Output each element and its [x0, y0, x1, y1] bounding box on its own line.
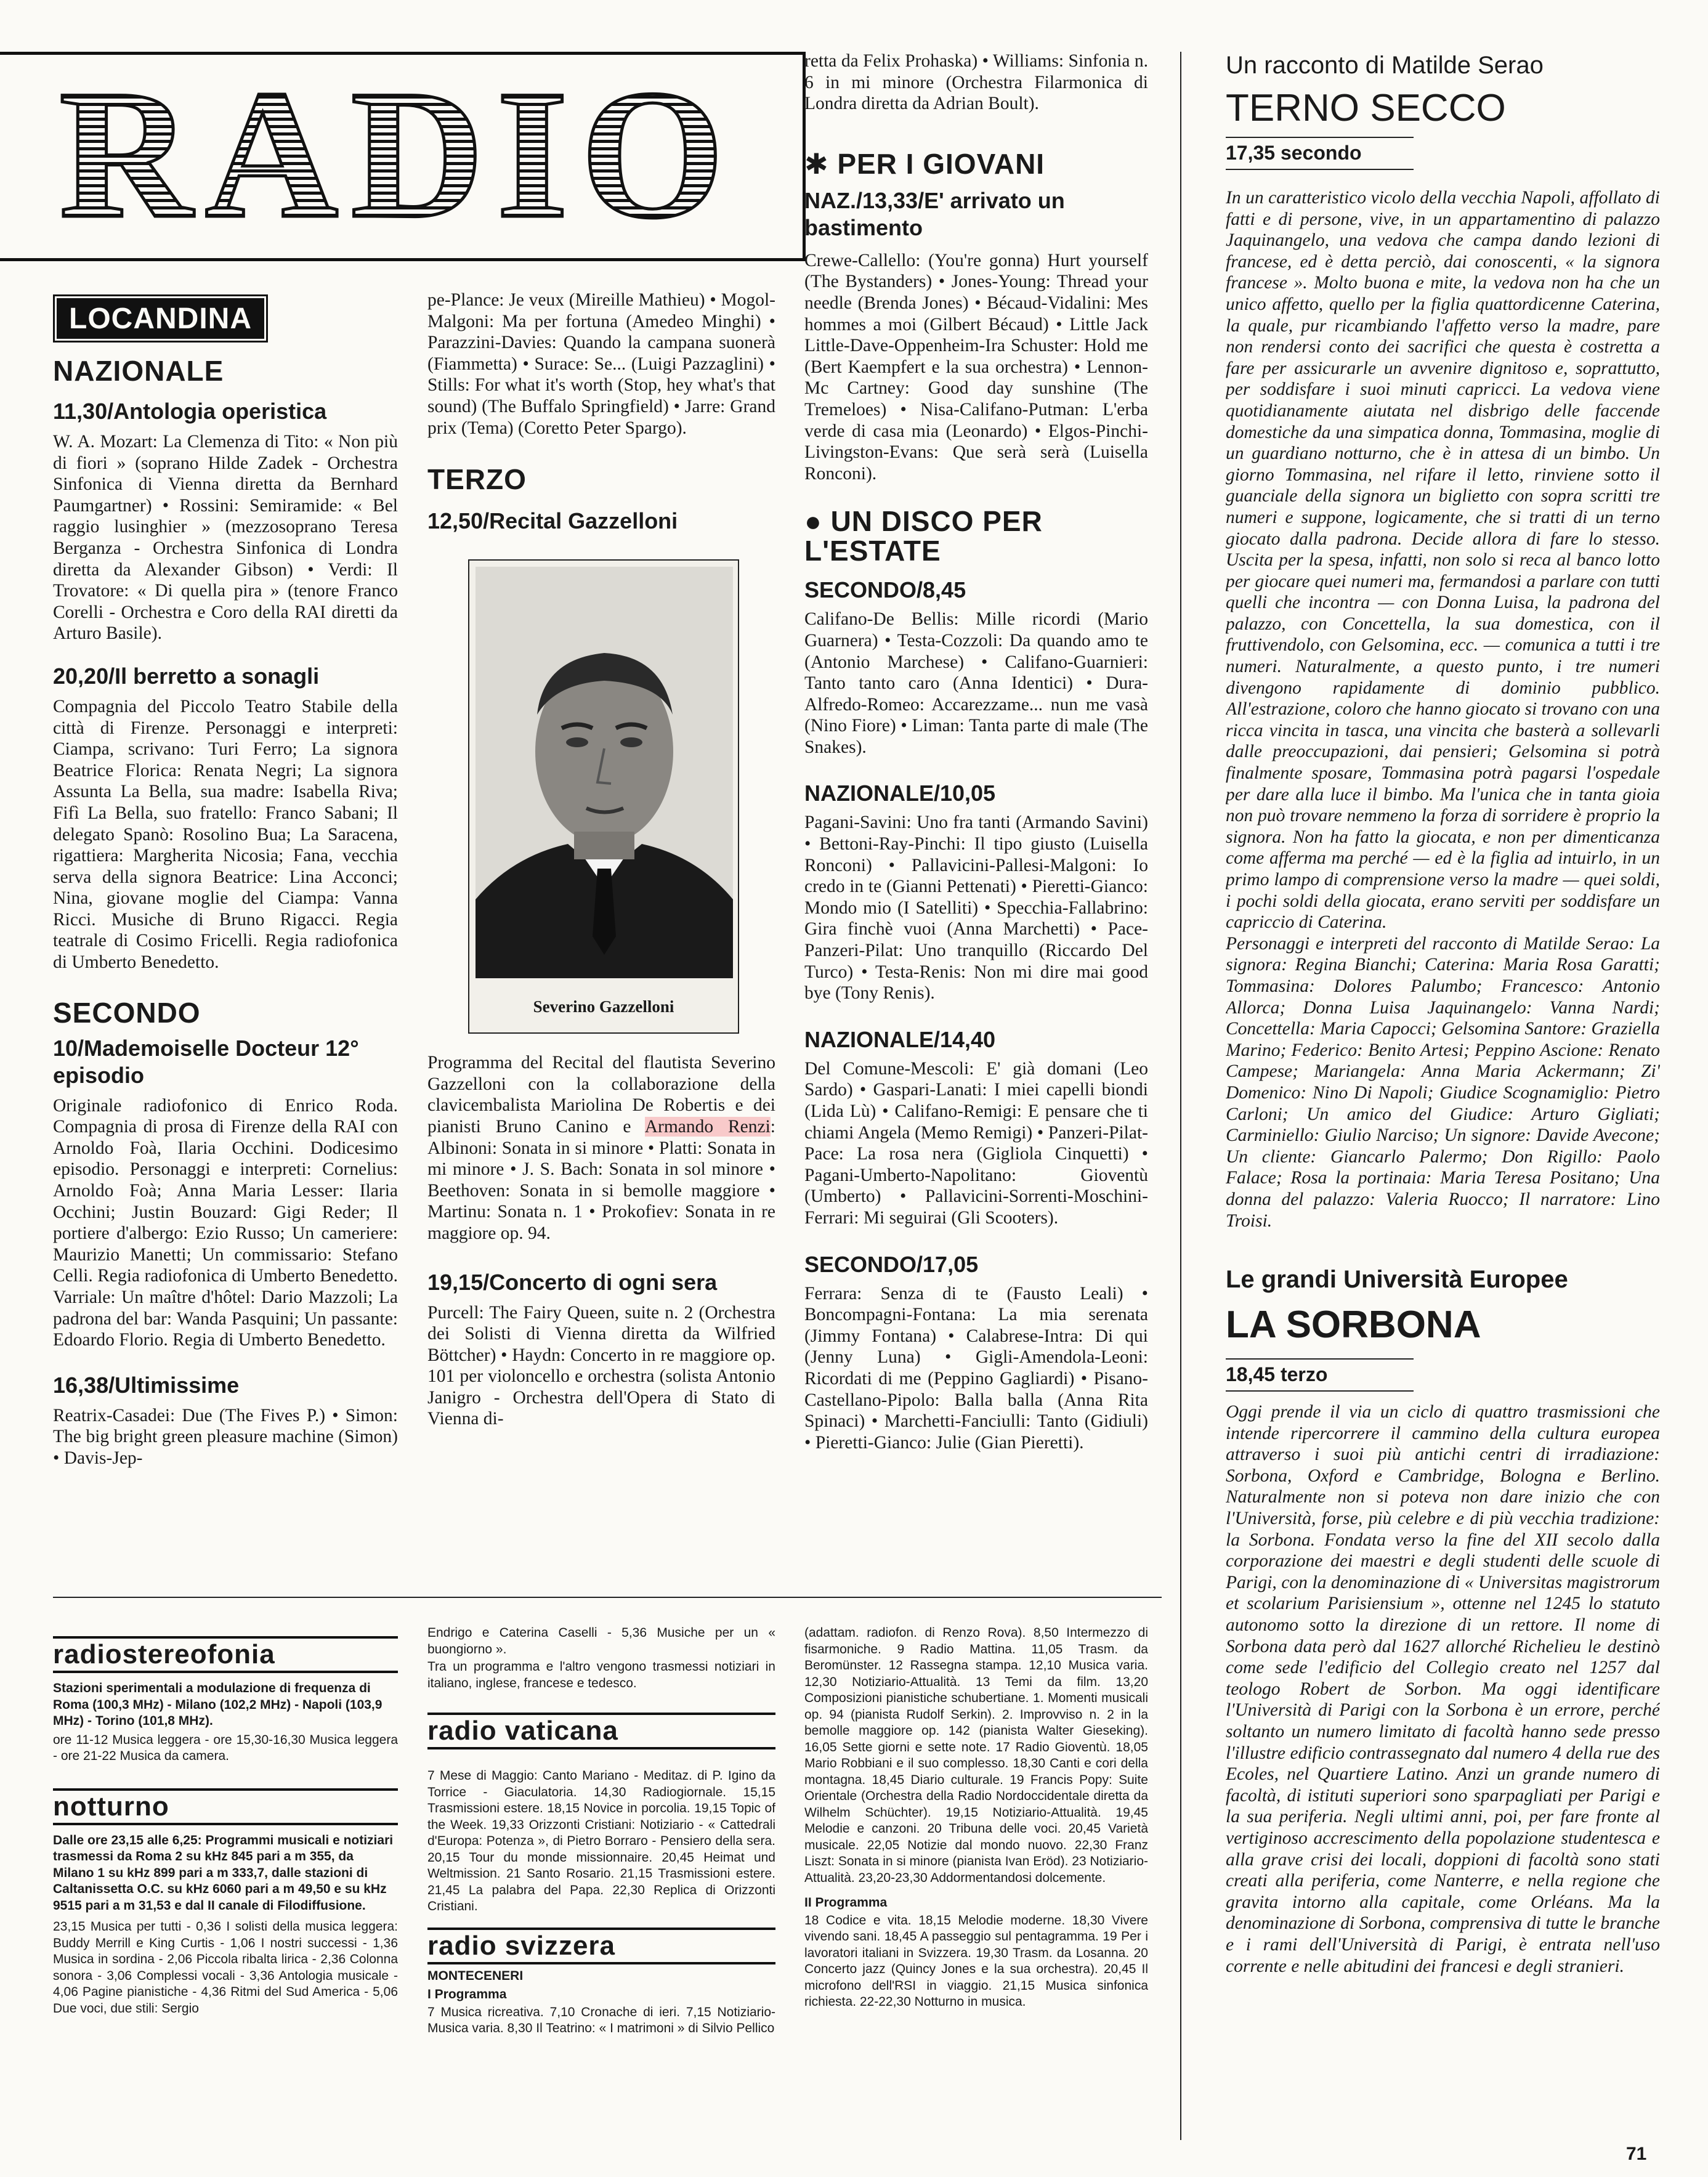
bottom-column-3: [804, 1625, 1148, 2143]
program-title: 20,20/Il berretto a sonagli: [53, 663, 320, 689]
serao-cast: Personaggi e interpreti del racconto di Matilde Serao: La signora: Regina Bianchi; Caterina: Maria Rosa Garatti; Tommasina: Dolores Palumbo; Francesco: Antonio Allorca; Donna Luisa Jaquinangelo: Vanna Nardi; Concettella: Maria Capocci; Gelsomina Santore: Graziella Marino; Federico: Benito Artesi; Peppino Ascione: Renato Campese; Mariangela: Anna Maria Ackermann; Zi' Domenico: Nino Di Napoli; Giudice Scognamiglio: Pietro Carloni; Un amico del Giudice: Arturo Gigliati; Carminiello: Giulio Narciso; Un signore: Davide Avecone; Un cliente: Giancarlo Palermo; Don Rigillo: Paolo Falace; Rosa la portinaia: Maria Teresa Positano; Una donna del palazzo: Valeria Ruocco; Il narratore: Lino Troisi.: [1226, 933, 1660, 1231]
program-text: retta da Felix Prohaska) • Williams: Sinfonia n. 6 in mi minore (Orchestra Filarmonica di Londra diretta da Adrian Boult).: [804, 51, 1148, 114]
serao-title: TERNO SECCO: [1226, 87, 1506, 129]
program-title: 11,30/Antologia operistica: [53, 399, 327, 424]
program-title: 10/Mademoiselle Docteur 12° episodio: [53, 1035, 359, 1088]
sorbona-kicker: Le grandi Università Europee: [1226, 1266, 1568, 1294]
secondo-heading: SECONDO: [53, 996, 201, 1029]
program-title: 16,38/Ultimissime: [53, 1372, 240, 1398]
program-title: 19,15/Concerto di ogni sera: [427, 1269, 718, 1295]
terzo-heading: TERZO: [427, 463, 527, 496]
nazionale-heading: NAZIONALE: [53, 355, 224, 387]
svizzera-station: MONTECENERI: [427, 1968, 524, 1983]
vaticana-schedule: 7 Mese di Maggio: Canto Mariano - Meditaz. di P. Igino da Torrice - Giaculatoria. 14,30 Radiogiornale. 15,15 Trasmissioni estere. 18,15 Novice in porcolia. 19,15 Topic of the Week. 19,33 Orizzonti Cristiani: Notiziario - « Cattedrali d'Europa: Potenza », di Pietro Borraro - Pensiero della sera. 20,15 Tour du monde missionnaire. 20,45 Heimat und Weltmission. 21 Santo Rosario. 21,15 Trasmissioni estere. 21,45 La palabra del Papa. 22,30 Replica di Orizzonti Cristiani.: [427, 1769, 775, 1913]
stereo-schedule: ore 11-12 Musica leggera - ore 15,30-16,30 Musica leggera - ore 21-22 Musica da camera.: [53, 1732, 398, 1763]
svizzera-program-2: II Programma: [804, 1895, 888, 1910]
masthead-box: [0, 52, 806, 261]
svizzera-schedule: 7 Musica ricreativa. 7,10 Cronache di ieri. 7,15 Notiziario-Musica varia. 8,30 Il Teatrino: « I matrimoni » di Silvio Pellico: [427, 2005, 775, 2035]
column-terzo: [427, 290, 775, 1577]
program-title: NAZ./13,33/E' arrivato un bastimento: [804, 187, 1065, 240]
program-text: Del Comune-Mescoli: E' già domani (Leo Sardo) • Gaspari-Lanati: I miei capelli biondi (Lida Lù) • Califano-Remigi: E pensare che ti chiami Angela (Memo Remigi) • Panzeri-Pilat-Pace: La rosa nera (Gigliola Cinquetti) • Pagani-Umberto-Napolitano: Gioventù (Umberto) • Pallavicini-Sorrenti-Moschini-Ferrari: Mi seguirai (Gli Scooters).: [804, 1058, 1148, 1228]
program-text: Originale radiofonico di Enrico Roda. Compagnia di prosa di Firenze della RAI con Arnoldo Foà, Ilaria Occhini. Dodicesimo episodio. Personaggi e interpreti: Cornelius: Arnoldo Foà; Anna Maria Lesser: Ilaria Occhini; Justin Bouzard: Gigi Reder; Il portiere d'albergo: Ezio Russo; Un cameriere: Maurizio Manetti; Un commissario: Stefano Celli. Regia radiofonica di Umberto Benedetto. Varriale: Un maître d'hôtel: Dario Mazzoli; La padrona del bar: Wanda Pasquini; Un passante: Edoardo Florio. Regia di Umberto Benedetto.: [53, 1095, 398, 1350]
giovani-heading: ✱ PER I GIOVANI: [804, 147, 1045, 180]
highlighted-name: Armando Renzi: [644, 1116, 771, 1137]
sorbona-time: 18,45 terzo: [1226, 1363, 1328, 1386]
column-locandina: [53, 294, 398, 1551]
program-text: Crewe-Callello: (You're gonna) Hurt yourself (The Bystanders) • Jones-Young: Thread your needle (Brenda Jones) • Bécaud-Vidalini: Mes hommes a moi (Gilbert Bécaud) • Little Jack Little-Dave-Oppenheim-Ira Schuster: Hold me (Bert Kaempfert e la sua orchestra) • Lennon-Mc Cartney: Good day sunshine (The Tremeloes) • Nisa-Califano-Putman: L'erba verde di casa mia (Leonardo) • Elgos-Pinchi-Livingston-Evans: Que serà serà (Luisella Ronconi).: [804, 250, 1148, 484]
svizzera-schedule-cont: (adattam. radiofon. di Renzo Rova). 8,50 Intermezzo di fisarmoniche. 9 Radio Mattina. 11,05 Trasm. da Beromünster. 12 Rassegna stampa. 12,10 Musica varia. 12,30 Notiziario-Attualità. 13 Temi da film. 13,20 Composizioni pianistiche schubertiane. 1. Momenti musicali op. 94 (pianista Rudolf Serkin). 2. Improvviso n. 2 in la bemolle maggiore op. 142 (pianista Walter Gieseking). 16,05 Sette giorni e sette note. 17 Radio Gioventù. 18,05 Mario Robbiani e il suo complesso. 18,30 Canti e cori della montagna. 18,45 Diario culturale. 19 Francis Popy: Suite Orientale (Orchestra della Radio Nordoccidentale diretta da Wilhelm Schüchter). 19,15 Notiziario-Attualità. 19,45 Melodie e canzoni. 20 Tribuna delle voci. 20,45 Varietà musicale. 22,05 Notizie dal mondo nuovo. 22,30 Franz Liszt: Sonata in si minore (pianista Ivan Eröd). 23 Notiziario-Attualità. 23,20-23,30 Addormentandosi dolcemente.: [804, 1626, 1148, 1885]
program-text: Programma del Recital del flautista Severino Gazzelloni con la collaborazione della clavicembalista Mariolina De Robertis e dei pianisti Bruno Canino e Armando Renzi: Albinoni: Sonata in si minore • Platti: Sonata in mi minore • J. S. Bach: Sonata in sol minore • Beethoven: Sonata in si bemolle maggiore • Martinu: Sonata n. 1 • Prokofiev: Sonata in re maggiore op. 94.: [427, 1053, 775, 1243]
serao-kicker: Un racconto di Matilde Serao: [1226, 52, 1544, 79]
stereo-title: radiostereofonia: [53, 1636, 398, 1673]
portrait-photo: [476, 567, 733, 978]
notturno-info: Dalle ore 23,15 alle 6,25: Programmi musicali e notiziari trasmessi da Roma 2 su kHz 845 pari a m 355, da Milano 1 su kHz 899 pari a m 333,7, dalle stazioni di Caltanissetta O.C. su kHz 6060 pari a m 49,50 e su kHz 9515 pari a m 31,53 e dal II canale di Filodiffusione.: [53, 1833, 394, 1913]
svizzera-title: radio svizzera: [427, 1928, 775, 1964]
program-text: Reatrix-Casadei: Due (The Fives P.) • Simon: The big bright green pleasure machine (Simon) • Davis-Jep-: [53, 1405, 398, 1468]
bottom-column-2: [427, 1625, 775, 2143]
serao-text: In un caratteristico vicolo della vecchia Napoli, affollato di fatti e di persone, vive, in un appartamentino di palazzo Jaquinangelo, una vedova che campa dando lezioni di francese, ed è detta perciò, dai conoscenti, « la signora francese ». Molto buona e mite, la vedova non ha che un unico affetto, quello per la figlia quattordicenne Caterina, la quale, pur ricambiando l'affetto verso la madre, pare non rendersi conto dei sacrifici che questa è costretta a fare per assicurarle un avvenire dignitoso e, soprattutto, per soddisfare i suoi minuti capricci. La vedova viene quotidianamente aiutata nel disbrigo delle faccende domestiche da una simpatica donna, Tommasina, moglie di un guardiano notturno, che è in attesa di un bimbo. Un giorno Tommasina, nel rifare il letto, rinviene sotto il guanciale della signora un biglietto con sopra scritti tre numeri e suppone, logicamente, che si tratti di un terno giocato dalla padrona. Decide allora di fare lo stesso. Uscita per la spesa, infatti, non solo si reca al banco lotto per giocare quei numeri ma, fermandosi a parlare con tutti quelli che incontra — con Donna Luisa, la padrona del palazzo, con Concettella, la sua domestica, con il fruttivendolo, con Gelsomina, ecc. — comunica a tutti i tre numeri. Naturalmente, a questo punto, i tre numeri divengono rapidamente di dominio pubblico. All'estrazione, coloro che hanno giocato si trovano con una ricca vincita in tasca, una vincita che basterà a sollevarli dalle preoccupazioni, dai pensieri; Gelsomina si potrà finalmente sposare, Tommasina potrà pagarsi l'ospedale per dare alla luce il bimbo. Ma l'unica che in tanta gioia non può trovare nemmeno la forza di sorridere è proprio la signora. Non ha fatto la giocata, e non per dimenticanza come afferma ma perché — ed è la figlia ad intuirlo, in un primo lampo di comprensione verso la madre — quei soldi, i pochi soldi della giocata, erano serviti per soddisfare un capriccio di Caterina.: [1226, 188, 1660, 933]
photo-frame: [468, 559, 739, 1034]
program-title: NAZIONALE/10,05: [804, 780, 996, 806]
column-features: [1226, 52, 1660, 2146]
vaticana-title: radio vaticana: [427, 1713, 775, 1749]
masthead-logo: [16, 73, 780, 233]
program-title: SECONDO/17,05: [804, 1251, 979, 1277]
sorbona-text: Oggi prende il via un ciclo di quattro trasmissioni che intende ripercorrere il cammino della cultura europea attraverso i suoi più antichi centri di irradiazione: Sorbona, Oxford e Cambridge, Bologna e Berlino. Naturalmente non si poteva non dare inizio che con l'Università, forse, più celebre e di più vecchia tradizione: la Sorbona. Fondata verso la fine del XII secolo dalla corporazione dei maestri e degli studenti delle scuole di Parigi, con la denominazione di « Universitas magistrorum et scolarium Parisiensium », ottenne nel 1245 lo statuto autonomo sotto la direzione di un rettore. Il nome di Sorbona data però dal 1627 allorché Richelieu le destinò come sede l'edificio del Collegio creato nel 1257 dal teologo Robert de Sorbon. Ma oggi identificare l'Università di Parigi con la Sorbona è un errore, perché soltanto un numero limitato di facoltà hanno sede presso l'illustre edificio contrassegnato dal numero 4 della rue des Ecoles, nel Quartiere Latino. Anzi un grande numero di facoltà, di istituti superiori sono sparpagliati per Parigi e la sua periferia. Negli ultimi anni, poi, per fare fronte al vertiginoso accrescimento della popolazione studentesca e alla grave crisi dei locali, doppioni di facoltà sono stati creati alla periferia, come Nanterre, e nella regione che gravita intorno alla capitale, come Orléans. Ma la denominazione di Sorbona, comprensiva di tutte le branche e i rami dell'Università di Parigi, è entrata nell'uso corrente e nelle abitudini dei francesi e degli stranieri.: [1226, 1402, 1660, 1976]
page-number: 71: [1626, 2144, 1647, 2164]
program-title: 12,50/Recital Gazzelloni: [427, 508, 678, 534]
notturno-schedule: 23,15 Musica per tutti - 0,36 I solisti della musica leggera: Buddy Merrill e King Curtis - 1,06 I nostri successi - 1,36 Musica in sordina - 2,06 Piccola ribalta lirica - 2,36 Colonna sonora - 3,06 Complessi vocali - 3,36 Antologia musicale - 4,06 Pagine pianistiche - 4,36 Ritmi del Sud America - 5,06 Due voci, due stili: Sergio: [53, 1920, 398, 2016]
section-divider: [53, 1597, 1162, 1598]
notturno-schedule-cont: Endrigo e Caterina Caselli - 5,36 Musiche per un « buongiorno ».: [427, 1626, 775, 1656]
notturno-note: Tra un programma e l'altro vengono trasmessi notiziari in italiano, inglese, francese e tedesco.: [427, 1660, 775, 1690]
svg-text:RADIO: RADIO: [59, 73, 737, 233]
program-text: pe-Plance: Je veux (Mireille Mathieu) • Mogol-Malgoni: Ma per fortuna (Amedeo Minghi) • Parazzini-Davies: Quando la campana suonerà (Fiammetta) • Surace: Se... (Luigi Pazzaglini) • Stills: For what it's worth (Stop, hey what's that sound) (The Buffalo Springfield) • Jarre: Grand prix (Tema) (Coretto Peter Spargo).: [427, 290, 775, 438]
svizzera-program: I Programma: [427, 1987, 507, 2001]
column-giovani: [804, 51, 1148, 1578]
program-text: Califano-De Bellis: Mille ricordi (Mario Guarnera) • Testa-Cozzoli: Da quando amo te (Antonio Marchese) • Califano-Guarnieri: Tanto tanto caro (Anna Identici) • Dura-Alfredo-Romeo: Accarezzame... nun me vasà (Nino Fiore) • Liman: Tanta parte di male (The Snakes).: [804, 609, 1148, 757]
locandina-label: LOCANDINA: [57, 298, 264, 339]
sorbona-title: LA SORBONA: [1226, 1303, 1481, 1347]
program-title: NAZIONALE/14,40: [804, 1026, 996, 1052]
program-text: Purcell: The Fairy Queen, suite n. 2 (Orchestra dei Solisti di Vienna diretta da Wilfried Böttcher) • Haydn: Concerto in re maggiore op. 101 per violoncello e orchestra (solista Antonio Janigro - Orchestra dell'Opera di Stato di Vienna di-: [427, 1302, 775, 1429]
disco-heading: ● UN DISCO PER L'ESTATE: [804, 505, 1043, 567]
program-text: W. A. Mozart: La Clemenza di Tito: « Non più di fiori » (soprano Hilde Zadek - Orchestra Sinfonica di Vienna diretta da Bernhard Paumgartner) • Rossini: Semiramide: « Bel raggio lusinghier » (mezzosoprano Teresa Berganza - Orchestra Sinfonica di Londra diretta da Alexander Gibson) • Verdi: Il Trovatore: « Di quella pira » (tenore Franco Corelli - Orchestra e Coro della RAI diretti da Arturo Basile).: [53, 432, 398, 644]
program-text: Pagani-Savini: Uno fra tanti (Armando Savini) • Bettoni-Ray-Pinchi: Il tipo giusto (Luisella Ronconi) • Pallavicini-Pallesi-Malgoni: Io credo in te (Gianni Pettenati) • Pieretti-Gianco: Mondo mio (I Satelliti) • Specchia-Fallabrino: Gira finchè vuoi (Anna Marchetti) • Pace-Panzeri-Pilat: Uno tranquillo (Riccardo Del Turco) • Testa-Renis: Non mi dire mai good bye (Tony Renis).: [804, 813, 1148, 1003]
program-title: SECONDO/8,45: [804, 577, 966, 603]
bottom-column-1: [53, 1636, 398, 2141]
serao-time: 17,35 secondo: [1226, 142, 1362, 164]
program-text: Compagnia del Piccolo Teatro Stabile della città di Firenze. Personaggi e interpreti: Ciampa, scrivano: Turi Ferro; La signora Beatrice Florica: Renata Negri; La signora Assunta La Bella, sua madre: Isabella Riva; Fifì La Bella, suo fratello: Franco Sabani; Il delegato Spanò: Rosolino Bua; La Saracena, rigattiera: Margherita Nicosia; Fana, vecchia serva della signora Beatrice: Lina Acconci; Nina, giovane moglie del Ciampa: Vanna Ricci. Musiche di Bruno Rigacci. Regia teatrale di Cosimo Fricelli. Regia radiofonica di Umberto Benedetto.: [53, 696, 398, 973]
notturno-title: notturno: [53, 1788, 398, 1825]
photo-caption: Severino Gazzelloni: [533, 997, 674, 1016]
svizzera-schedule-2: 18 Codice e vita. 18,15 Melodie moderne. 18,30 Vivere vivendo sani. 18,45 A passeggio sul pentagramma. 19 Per i lavoratori italiani in Svizzera. 19,30 Trasm. da Losanna. 20 Concerto jazz (Quincy Jones e la sua orchestra). 20,45 Il microfono dell'RSI in viaggio. 21,15 Musica sinfonica richiesta. 22-22,30 Notturno in musica.: [804, 1913, 1148, 2009]
column-divider: [1180, 52, 1181, 2140]
program-text: Ferrara: Senza di te (Fausto Leali) • Boncompagni-Fontana: La mia serenata (Jimmy Fontana) • Calabrese-Intra: Di qui (Jenny Luna) • Gigli-Amendola-Leoni: Ricordati di me (Peppino Gagliardi) • Pisano-Castellano-Pipolo: Balla balla (Anna Rita Spinaci) • Marchetti-Fanciulli: Tanto (Gidiuli) • Pieretti-Gianco: Julie (Gian Pieretti).: [804, 1283, 1148, 1453]
stereo-info: Stazioni sperimentali a modulazione di frequenza di Roma (100,3 MHz) - Milano (102,2 MHz) - Napoli (103,9 MHz) - Torino (101,8 MHz).: [53, 1681, 382, 1728]
